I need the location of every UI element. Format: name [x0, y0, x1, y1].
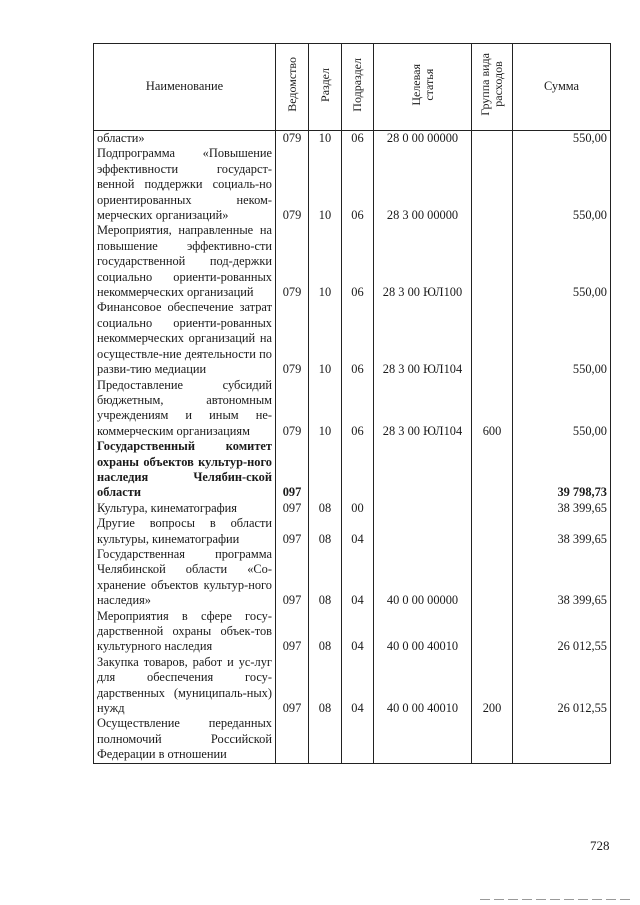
- cell-podrazdel: 06: [342, 378, 374, 440]
- cell-ved: 079: [276, 146, 309, 223]
- header-summa: Сумма: [513, 44, 611, 131]
- cell-name: Культура, кинематография: [94, 501, 276, 516]
- page-number: 728: [590, 838, 610, 853]
- cell-razdel: 10: [309, 131, 342, 147]
- cell-razdel: 10: [309, 146, 342, 223]
- table-row: [94, 378, 611, 440]
- cell-celevaya: 28 3 00 ЮЛ104: [374, 378, 472, 440]
- header-podrazdel: Подраздел: [342, 44, 374, 131]
- cell-name: Государственный комитет охраны объектов культур-ного наследия Челябин-ской области: [94, 439, 276, 501]
- cell-celevaya: 28 3 00 ЮЛ104: [374, 300, 472, 377]
- cell-name: Мероприятия в сфере госу-дарственной охраны объек-тов культурного наследия: [94, 609, 276, 655]
- cell-ved: 097: [276, 501, 309, 516]
- cell-celevaya: [374, 716, 472, 763]
- table-row: [94, 501, 611, 516]
- cell-razdel: 08: [309, 501, 342, 516]
- cell-summa: 550,00: [513, 378, 611, 440]
- cell-celevaya: 40 0 00 40010: [374, 609, 472, 655]
- cell-razdel: [309, 716, 342, 763]
- cell-name: Подпрограмма «Повышение эффективности государст-венной поддержки социаль-но ориентированных неком-мерческих организаций»: [94, 146, 276, 223]
- cell-celevaya: [374, 439, 472, 501]
- cell-gruppa: [472, 516, 513, 547]
- table-row: [94, 300, 611, 377]
- cell-summa: 26 012,55: [513, 609, 611, 655]
- cell-podrazdel: 06: [342, 223, 374, 300]
- cell-summa: 38 399,65: [513, 516, 611, 547]
- table-header-row: [94, 44, 611, 131]
- header-ved: Ведомство: [276, 44, 309, 131]
- cell-podrazdel: 04: [342, 516, 374, 547]
- header-name: Наименование: [94, 44, 276, 131]
- cell-celevaya: 28 3 00 00000: [374, 146, 472, 223]
- cell-razdel: 08: [309, 516, 342, 547]
- cell-podrazdel: 06: [342, 146, 374, 223]
- cell-name: Финансовое обеспечение затрат социально ориенти-рованных некоммерческих организаций на осуществле-ние деятельности по разви-тию медиации: [94, 300, 276, 377]
- cell-name: Осуществление переданных полномочий Российской Федерации в отношении: [94, 716, 276, 763]
- cell-gruppa: 200: [472, 655, 513, 717]
- cell-gruppa: [472, 131, 513, 147]
- cell-name: области»: [94, 131, 276, 147]
- cell-podrazdel: 06: [342, 131, 374, 147]
- cell-ved: 097: [276, 609, 309, 655]
- cell-razdel: 08: [309, 547, 342, 609]
- cell-gruppa: [472, 439, 513, 501]
- cell-name: Другие вопросы в области культуры, кинематографии: [94, 516, 276, 547]
- cell-ved: 079: [276, 131, 309, 147]
- cell-summa: 38 399,65: [513, 547, 611, 609]
- cell-name: Закупка товаров, работ и ус-луг для обеспечения госу-дарственных (муниципаль-ных) нужд: [94, 655, 276, 717]
- cell-celevaya: 40 0 00 00000: [374, 547, 472, 609]
- cell-summa: 550,00: [513, 146, 611, 223]
- cell-ved: 079: [276, 223, 309, 300]
- cell-celevaya: 28 3 00 ЮЛ100: [374, 223, 472, 300]
- cell-podrazdel: 00: [342, 501, 374, 516]
- table-row: [94, 716, 611, 763]
- cell-celevaya: [374, 501, 472, 516]
- header-gruppa: Группа вида расходов: [472, 44, 513, 131]
- cell-podrazdel: 06: [342, 300, 374, 377]
- cell-celevaya: 40 0 00 40010: [374, 655, 472, 717]
- cell-gruppa: [472, 716, 513, 763]
- cell-razdel: 10: [309, 300, 342, 377]
- cell-summa: 39 798,73: [513, 439, 611, 501]
- cell-podrazdel: 04: [342, 655, 374, 717]
- cell-ved: 097: [276, 547, 309, 609]
- header-celevaya: Целевая статья: [374, 44, 472, 131]
- cell-celevaya: [374, 516, 472, 547]
- table-row: [94, 439, 611, 501]
- table-row: [94, 131, 611, 147]
- cell-ved: [276, 716, 309, 763]
- cell-summa: 550,00: [513, 300, 611, 377]
- cell-summa: 550,00: [513, 223, 611, 300]
- cell-razdel: 08: [309, 655, 342, 717]
- footer-dashed-line: [480, 899, 630, 900]
- cell-podrazdel: [342, 439, 374, 501]
- cell-name: Мероприятия, направленные на повышение эффективно-сти государственной под-держки социально ориенти-рованных некоммерческих организаций: [94, 223, 276, 300]
- header-razdel: Раздел: [309, 44, 342, 131]
- cell-name: Предоставление субсидий бюджетным, автономным учреждениям и иным не-коммерческим организациям: [94, 378, 276, 440]
- cell-celevaya: 28 0 00 00000: [374, 131, 472, 147]
- cell-summa: [513, 716, 611, 763]
- cell-name: Государственная программа Челябинской области «Со-хранение объектов культур-ного наследия»: [94, 547, 276, 609]
- cell-razdel: 10: [309, 223, 342, 300]
- cell-podrazdel: 04: [342, 547, 374, 609]
- cell-gruppa: [472, 501, 513, 516]
- cell-gruppa: [472, 609, 513, 655]
- table-row: [94, 223, 611, 300]
- table-row: [94, 547, 611, 609]
- cell-summa: 550,00: [513, 131, 611, 147]
- cell-ved: 097: [276, 655, 309, 717]
- cell-ved: 097: [276, 516, 309, 547]
- cell-gruppa: [472, 300, 513, 377]
- cell-razdel: 10: [309, 378, 342, 440]
- table-row: [94, 516, 611, 547]
- table-row: [94, 655, 611, 717]
- cell-gruppa: 600: [472, 378, 513, 440]
- budget-table: [93, 43, 611, 764]
- cell-summa: 38 399,65: [513, 501, 611, 516]
- cell-summa: 26 012,55: [513, 655, 611, 717]
- cell-ved: 079: [276, 300, 309, 377]
- cell-razdel: [309, 439, 342, 501]
- cell-gruppa: [472, 547, 513, 609]
- cell-razdel: 08: [309, 609, 342, 655]
- cell-ved: 079: [276, 378, 309, 440]
- cell-podrazdel: [342, 716, 374, 763]
- table-row: [94, 609, 611, 655]
- cell-ved: 097: [276, 439, 309, 501]
- table-row: [94, 146, 611, 223]
- cell-podrazdel: 04: [342, 609, 374, 655]
- cell-gruppa: [472, 146, 513, 223]
- cell-gruppa: [472, 223, 513, 300]
